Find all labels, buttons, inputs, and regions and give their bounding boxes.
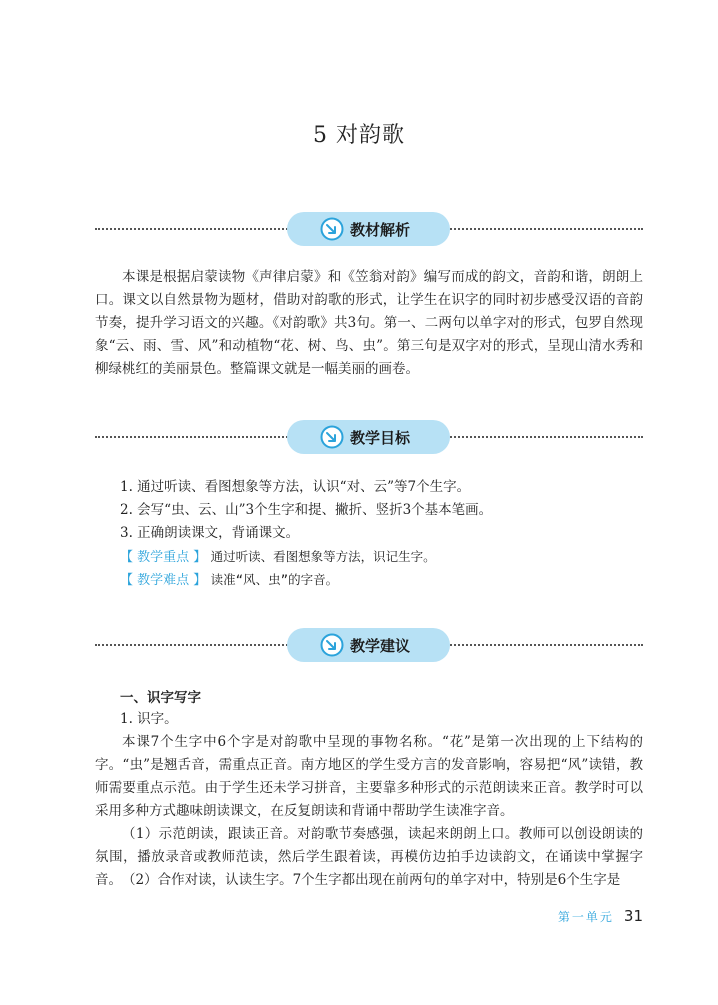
section-pill [287,420,450,454]
arrow-target-icon [320,425,344,449]
section-header-suggestions [95,628,643,662]
page-number: 31 [623,907,643,925]
lesson-title: 5 对韵歌 [313,123,405,148]
section-header-objectives [95,420,643,454]
suggestion-paragraph: 本课7个生字中6个字是对韵歌中呈现的事物名称。“花”是第一次出现的上下结构的字。“虫”是翘舌音，需重点正音。南方地区的学生受方言的发音影响，容易把“风”读错，教师需要重点示范。由于学生还未学习拼音，主要靠多种形式的示范朗读来正音。教学时可以采用多种方式趣味朗读课文，在反复朗读和背诵中帮助学生读准字音。 [95,734,643,819]
unit-label: 第一单元 [557,910,614,924]
subheading: 一、识字写字 [120,690,201,706]
section-pill [287,628,450,662]
key-point-line [120,545,436,569]
arrow-target-icon [320,217,344,241]
analysis-paragraph: 本课是根据启蒙读物《声律启蒙》和《笠翁对韵》编写而成的韵文，音韵和谐，朗朗上口。课文以自然景物为题材，借助对韵歌的形式，让学生在识字的同时初步感受汉语的音韵节奏，提升学习语文的兴趣。《对韵歌》共3句。第一、二两句以单字对的形式，包罗自然现象“云、雨、雪、风”和动植物“花、树、鸟、虫”。第三句是双字对的形式，呈现山清水秀和柳绿桃红的美丽景色。整篇课文就是一幅美丽的画卷。 [95,269,643,377]
key-point-text: 通过听读、看图想象等方法，识记生字。 [210,549,436,564]
objective-item: 2. 会写“虫、云、山”3个生字和提、撇折、竖折3个基本笔画。 [120,502,493,518]
objective-item: 1. 通过听读、看图想象等方法，认识“对、云”等7个生字。 [120,479,471,495]
section-label: 教学建议 [350,636,411,655]
suggestion-paragraph: （2）合作对读，认读生字。7个生字都出现在前两句的单字对中，特别是6个生字是 [122,872,621,888]
objective-item: 3. 正确朗读课文，背诵课文。 [120,525,300,541]
difficulty-text: 读准“风、虫”的字音。 [210,572,339,587]
sub-item: 1. 识字。 [120,711,178,727]
section-label: 教学目标 [350,428,411,447]
difficulty-label: 【 教学难点 】 [120,573,207,588]
arrow-target-icon [320,633,344,657]
section-header-analysis [95,212,643,246]
key-point-label: 【 教学重点 】 [120,550,207,565]
page-footer [558,907,643,925]
section-pill [287,212,450,246]
difficulty-line [120,568,338,592]
section-label: 教材解析 [350,220,411,239]
suggestion-paragraph: （1）示范朗读，跟读正音。对韵歌节奏感强，读起来朗朗上口。教师可以创设朗读的氛围，播放录音或教师范读，然后学生跟着读，再模仿边拍手边读韵文，在诵读中掌握字音。 [95,826,643,888]
